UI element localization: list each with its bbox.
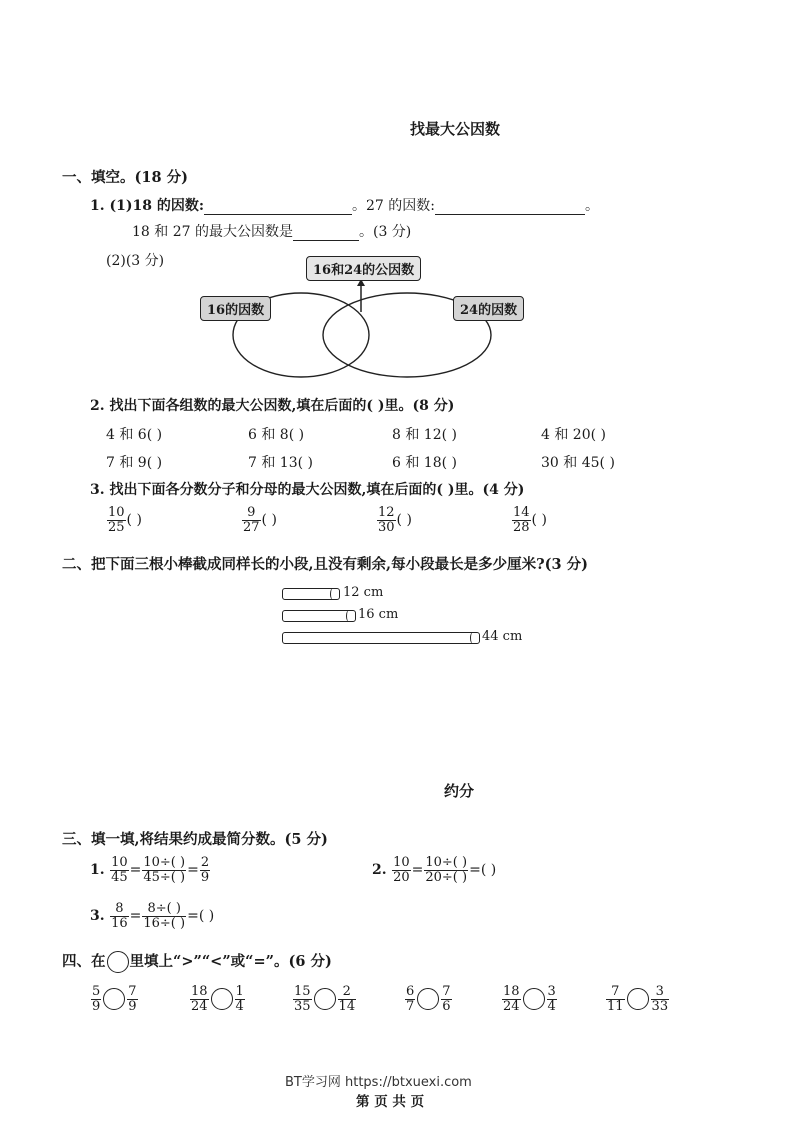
compare-circle[interactable] bbox=[627, 988, 649, 1010]
stick-16cm-label: 16 cm bbox=[358, 607, 399, 622]
compare-pair-1: $\frac{5}{9}$ $\frac{7}{9}$ bbox=[92, 984, 137, 1014]
q3-item-4[interactable] bbox=[511, 506, 547, 534]
q3-heading: 3. 找出下面各分数分子和分母的最大公因数,填在后面的( )里。(4 分) bbox=[90, 482, 525, 498]
answer-blank[interactable]: ( ) bbox=[531, 512, 547, 529]
simplify-problem-1: 1. $\frac{10}{45}$ = $\frac{10\div( )}{45\div( )}$ = $\frac{2}{9}$ bbox=[90, 855, 210, 885]
fraction: $\frac{10}{45}$ bbox=[111, 855, 128, 885]
problem-number: 1. bbox=[90, 862, 105, 879]
q2-item-2[interactable]: 6 和 8( ) bbox=[248, 427, 305, 443]
venn-label-16: 16的因数 bbox=[200, 296, 271, 321]
compare-circle[interactable] bbox=[417, 988, 439, 1010]
q1-mid: 。27 的因数: bbox=[352, 198, 435, 214]
compare-circle[interactable] bbox=[314, 988, 336, 1010]
q2-item-3[interactable]: 8 和 12( ) bbox=[392, 427, 457, 443]
section-3-heading: 三、填一填,将结果约成最简分数。(5 分) bbox=[62, 831, 328, 848]
fraction: $\frac{12}{30}$ bbox=[378, 505, 395, 535]
stick-12cm bbox=[282, 588, 340, 600]
q2-heading: 2. 找出下面各组数的最大公因数,填在后面的( )里。(8 分) bbox=[90, 398, 455, 414]
answer-blank[interactable]: ( ) bbox=[261, 512, 277, 529]
q1-line1 bbox=[90, 195, 599, 215]
fraction: $\frac{10}{25}$ bbox=[108, 505, 125, 535]
stick-16cm bbox=[282, 610, 356, 622]
compare-pair-6: $\frac{7}{11}$ $\frac{3}{33}$ bbox=[607, 984, 669, 1014]
problem-number: 2. bbox=[372, 862, 387, 879]
fraction: $\frac{14}{28}$ bbox=[513, 505, 530, 535]
section-4-heading bbox=[62, 950, 332, 973]
gcd-18-27-blank[interactable] bbox=[293, 224, 359, 241]
factors-18-blank[interactable] bbox=[204, 198, 352, 215]
fraction-blank[interactable]: $\frac{10\div( )}{20\div( )}$ bbox=[425, 855, 468, 885]
fraction: $\frac{8}{16}$ bbox=[111, 901, 128, 931]
compare-pair-4: $\frac{6}{7}$ $\frac{7}{6}$ bbox=[406, 984, 451, 1014]
fraction: $\frac{10}{20}$ bbox=[393, 855, 410, 885]
q1-label: 1. (1)18 的因数: bbox=[90, 198, 205, 214]
compare-circle[interactable] bbox=[103, 988, 125, 1010]
q1-line2 bbox=[132, 221, 411, 241]
fraction: $\frac{9}{27}$ bbox=[243, 505, 260, 535]
compare-pair-3: $\frac{15}{35}$ $\frac{2}{14}$ bbox=[294, 984, 356, 1014]
section-2-heading: 二、把下面三根小棒截成同样长的小段,且没有剩余,每小段最长是多少厘米?(3 分) bbox=[62, 556, 588, 573]
q2-item-6[interactable]: 7 和 13( ) bbox=[248, 455, 313, 471]
q1-part2-label: (2)(3 分) bbox=[106, 253, 165, 269]
stick-44cm-label: 44 cm bbox=[482, 629, 523, 644]
q3-item-2[interactable] bbox=[241, 506, 277, 534]
venn-label-24: 24的因数 bbox=[453, 296, 524, 321]
fraction-blank[interactable]: $\frac{10\div( )}{45\div( )}$ bbox=[143, 855, 186, 885]
q2-item-1[interactable]: 4 和 6( ) bbox=[106, 427, 163, 443]
compare-pair-2: $\frac{18}{24}$ $\frac{1}{4}$ bbox=[191, 984, 244, 1014]
q3-item-1[interactable] bbox=[106, 506, 142, 534]
simplify-problem-2: 2. $\frac{10}{20}$ = $\frac{10\div( )}{20\div( )}$ =( ) bbox=[372, 855, 497, 885]
heading-part-b: 里填上“>”“<”或“=”。(6 分) bbox=[129, 953, 332, 970]
answer-blank[interactable]: ( ) bbox=[126, 512, 142, 529]
answer-blank[interactable]: ( ) bbox=[480, 862, 497, 879]
q1-gcd-text: 18 和 27 的最大公因数是 bbox=[132, 224, 293, 240]
circle-icon bbox=[107, 951, 129, 973]
answer-blank[interactable]: ( ) bbox=[396, 512, 412, 529]
footer-page-number: 第 页 共 页 bbox=[356, 1094, 425, 1110]
stick-12cm-label: 12 cm bbox=[343, 585, 384, 600]
stick-44cm bbox=[282, 632, 480, 644]
footer-site-link[interactable]: BT学习网 https://btxuexi.com bbox=[285, 1075, 472, 1090]
q1-gcd-tail: 。(3 分) bbox=[358, 224, 412, 240]
fraction-blank[interactable]: $\frac{8\div( )}{16\div( )}$ bbox=[143, 901, 186, 931]
compare-pair-5: $\frac{18}{24}$ $\frac{3}{4}$ bbox=[503, 984, 556, 1014]
q2-item-8[interactable]: 30 和 45( ) bbox=[541, 455, 615, 471]
q2-item-7[interactable]: 6 和 18( ) bbox=[392, 455, 457, 471]
q3-item-3[interactable] bbox=[376, 506, 412, 534]
section-title-simplify: 约分 bbox=[444, 782, 475, 800]
fraction: $\frac{2}{9}$ bbox=[200, 855, 210, 885]
venn-label-common: 16和24的公因数 bbox=[306, 256, 421, 281]
q2-item-4[interactable]: 4 和 20( ) bbox=[541, 427, 606, 443]
compare-circle[interactable] bbox=[211, 988, 233, 1010]
answer-blank[interactable]: ( ) bbox=[198, 908, 215, 925]
q2-item-5[interactable]: 7 和 9( ) bbox=[106, 455, 163, 471]
simplify-problem-3: 3. $\frac{8}{16}$ = $\frac{8\div( )}{16\div( )}$ =( ) bbox=[90, 901, 215, 931]
section-1-heading: 一、填空。(18 分) bbox=[62, 169, 188, 186]
section-title-gcd: 找最大公因数 bbox=[410, 120, 501, 138]
problem-number: 3. bbox=[90, 908, 105, 925]
compare-circle[interactable] bbox=[523, 988, 545, 1010]
factors-27-blank[interactable] bbox=[435, 198, 585, 215]
q1-end: 。 bbox=[585, 198, 599, 214]
heading-part-a: 四、在 bbox=[62, 953, 106, 970]
